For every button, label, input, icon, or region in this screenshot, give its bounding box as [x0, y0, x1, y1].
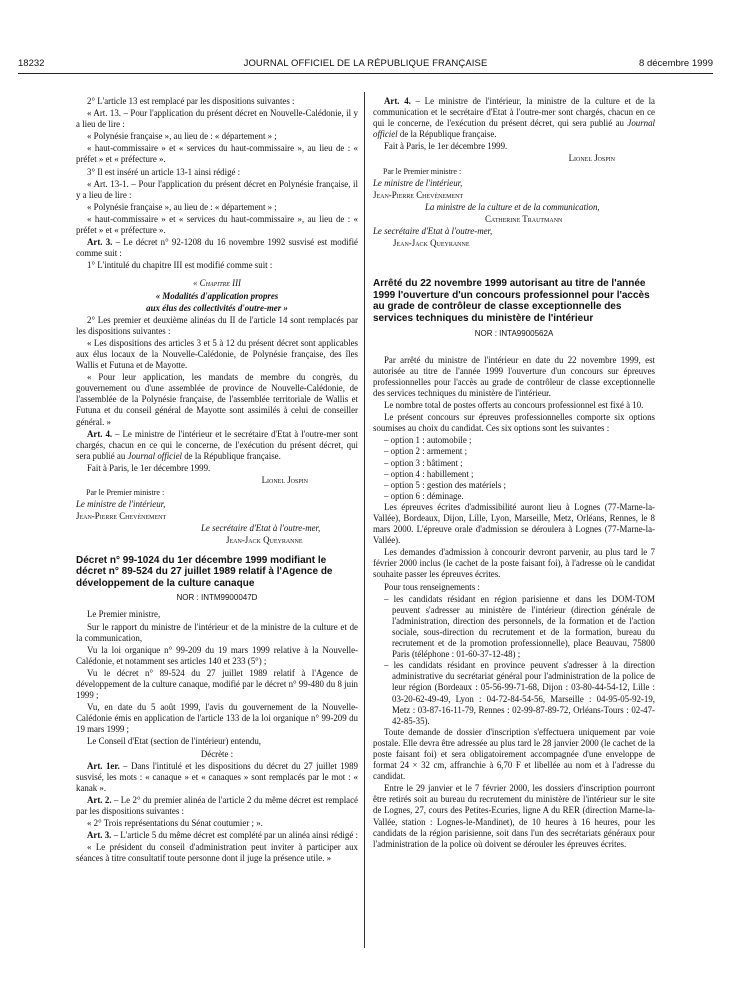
paragraph: Vu la loi organique n° 99-209 du 19 mars 1999 relative à la Nouvelle-Calédonie, et notamment ses articles 140 et 233 (5°) ; — [76, 644, 358, 666]
signature-intro: Par le Premier ministre : — [86, 488, 165, 498]
paragraph: Le présent concours sur épreuves professionnelles comporte six options soumises au choix du candidat. Ces six options sont les suivantes : — [373, 412, 655, 434]
list-item: – option 3 : bâtiment ; — [384, 457, 463, 468]
paragraph: Les épreuves écrites d'admissibilité auront lieu à Lognes (77-Marne-la-Vallée), Bordeaux, Dijon, Lille, Lyon, Marseille, Metz, Orléans, Rennes, le 8 mars 2000. L'épreuve orale d'admission se déroulera à Lognes (77-Marne-la-Vallée). — [373, 501, 655, 546]
paragraph: « Art. 13. – Pour l'application du présent décret en Nouvelle-Calédonie, il y a lieu de lire : — [76, 108, 358, 130]
signatory-title: Le ministre de l'intérieur, — [76, 499, 166, 510]
paragraph: « Polynésie française », au lieu de : « département » ; — [87, 201, 277, 212]
article-paragraph: Art. 3. – L'article 5 du même décret est complété par un alinéa ainsi rédigé : — [87, 830, 358, 841]
signatory-title: Le secrétaire d'Etat à l'outre-mer, — [201, 523, 321, 534]
list-item: – les candidats résidant en province peuvent s'adresser à la direction administrative du secrétariat général pour l'administration de la police de leur région (Bordeaux : 05-56-99-71-68, Dijon : 03-80-44-54-12, Lille : 03-20-62-49-49, Lyon : 04-72-84-54-56, Marseille : 04-95-05-92-19, Metz : 03-87-16-11-79, Rennes : 02-99-87-89-72, Orléans-Tours : 02-47-42-85-35). — [384, 660, 655, 726]
nor-reference: NOR : INTA9900562A — [474, 328, 554, 338]
left-column — [76, 96, 358, 866]
signature-name: Jean-Pierre Chevènement — [373, 189, 464, 200]
paragraph: Le nombre total de postes offerts au concours professionnel est fixé à 10. — [384, 400, 644, 411]
paragraph: 1° L'intitulé du chapitre III est modifié comme suit : — [87, 260, 273, 271]
paragraph: Vu, en date du 5 août 1999, l'avis du gouvernement de la Nouvelle-Calédonie émis en application de l'article 133 de la loi organique n° 99-209 du 19 mars 1999 ; — [76, 702, 358, 735]
paragraph: « haut-commissaire » et « services du haut-commissaire », au lieu de : « préfet » et « préfecture ». — [76, 213, 358, 236]
column-divider — [364, 92, 365, 948]
chapter-subtitle: aux élus des collectivités d'outre-mer » — [146, 302, 288, 313]
chapter-subtitle: « Modalités d'application propres — [155, 290, 279, 301]
paragraph: Par arrêté du ministre de l'intérieur en date du 22 novembre 1999, est autorisée au titre de l'année 1999 l'ouverture d'un concours sur épreuves professionnelles pour l'accès au grade de contrôleur de classe exceptionnelle des services techniques du ministère de l'intérieur. — [373, 354, 655, 398]
chapter-heading: « Chapitre III — [193, 278, 241, 289]
paragraph: Les demandes d'admission à concourir devront parvenir, au plus tard le 7 février 2000 inclus (le cachet de la poste faisant foi), à l'adresse où le candidat souhaite passer les épreuves écrites. — [373, 547, 655, 580]
signatory-title: La ministre de la culture et de la communication, — [425, 201, 600, 212]
signatory-title: Le ministre de l'intérieur, — [373, 177, 463, 188]
right-column — [373, 96, 655, 851]
article-paragraph: Art. 3. – Le décret n° 92-1208 du 16 novembre 1992 susvisé est modifié comme suit : — [76, 237, 358, 259]
signature-name: Catherine Trautmann — [485, 213, 563, 224]
signatory-title: Le secrétaire d'Etat à l'outre-mer, — [373, 226, 493, 237]
signature-name: Lionel Jospin — [261, 475, 308, 485]
list-item: – les candidats résidant en région parisienne et dans les DOM-TOM peuvent s'adresser au ministère de l'intérieur (direction générale de l'administration, direction des personnels, de la formation et de l'action sociale, sous-direction du recrutement et de la formation, bureau du recrutement et de la promotion professionnelle), place Beauvau, 75800 Paris (téléphone : 01-60-37-12-48) ; — [384, 593, 655, 660]
paragraph: Sur le rapport du ministre de l'intérieur et de la ministre de la culture et de la communication, — [76, 621, 358, 643]
paragraph: 2° Les premier et deuxième alinéas du II de l'article 14 sont remplacés par les dispositions suivantes : — [76, 314, 358, 336]
signature-name: Jean-Pierre Chevènement — [76, 511, 167, 522]
signature-name: Lionel Jospin — [568, 153, 615, 164]
article-label: Art. 3. — [87, 237, 113, 248]
article-paragraph: Art. 2. – Le 2° du premier alinéa de l'article 2 du même décret est remplacé par les dispositions suivantes : — [76, 794, 358, 817]
paragraph: « Les dispositions des articles 3 et 5 à 12 du présent décret sont applicables aux élus locaux de la Nouvelle-Calédonie, de Polynésie française, des îles Wallis et Futuna et de Mayotte. — [76, 337, 358, 371]
header-rule — [18, 73, 713, 74]
article-paragraph: Art. 4. – Le ministre de l'intérieur, la ministre de la culture et de la communication et le secrétaire d'Etat à l'outre-mer sont chargés, chacun en ce qui le concerne, de l'exécution du présent décret, qui sera publié au Journal officiel de la République française. — [373, 96, 655, 140]
article-paragraph: Art. 4. – Le ministre de l'intérieur et le secrétaire d'Etat à l'outre-mer sont chargés, chacun en ce qui le concerne, de l'exécution du présent décret, qui sera publié au Journal officiel de la République française. — [76, 428, 358, 461]
done-at-line: Fait à Paris, le 1er décembre 1999. — [384, 141, 508, 152]
signature-intro: Par le Premier ministre : — [383, 166, 462, 176]
journal-title: JOURNAL OFFICIEL DE LA RÉPUBLIQUE FRANÇAISE — [243, 58, 488, 69]
signature-name: Jean-Jack Queyranne — [393, 238, 470, 249]
issue-date: 8 décembre 1999 — [639, 58, 713, 69]
page-header — [18, 58, 713, 72]
list-item: – option 2 : armement ; — [384, 446, 468, 457]
paragraph: « Art. 13-1. – Pour l'application du présent décret en Polynésie française, il y a lieu de lire : — [76, 178, 358, 200]
signature-name: Jean-Jack Queyranne — [226, 535, 303, 546]
page-number: 18232 — [18, 58, 45, 69]
paragraph: Le Conseil d'Etat (section de l'intérieur) entendu, — [87, 736, 261, 747]
list-item: – option 4 : habillement ; — [384, 468, 474, 479]
list-item: – option 1 : automobile ; — [384, 435, 472, 446]
paragraph: 3° Il est inséré un article 13-1 ainsi rédigé : — [87, 166, 241, 177]
paragraph: « 2° Trois représentations du Sénat coutumier ; ». — [87, 818, 263, 829]
list-item: – option 5 : gestion des matériels ; — [384, 479, 507, 490]
done-at-line: Fait à Paris, le 1er décembre 1999. — [87, 462, 211, 473]
list-item: – option 6 : déminage. — [384, 490, 464, 501]
paragraph: Le Premier ministre, — [87, 609, 161, 620]
paragraph: Entre le 29 janvier et le 7 février 2000, les dossiers d'inscription pourront être retirés soit au bureau du recrutement du ministère de l'intérieur sur le site de Lognes, 27, cours des Petites-Ecuries, ligne A du RER (direction Marne-la-Vallée, station : Lognes-le-Mandinet), de 10 heures à 16 heures, pour les candidats de la région parisienne, soit dans l'un des secrétariats généraux pour l'administration de la police où doivent se dérouler les épreuves écrites. — [373, 783, 655, 849]
paragraph: Toute demande de dossier d'inscription s'effectuera uniquement par voie postale. Elle devra être adressée au plus tard le 28 janvier 2000 (le cachet de la poste faisant foi) et sera obligatoirement accompagnée d'une enveloppe de format 24 × 32 cm, affranchie à 6,70 F et libellée au nom et à l'adresse du candidat. — [373, 726, 655, 782]
paragraph: Vu le décret n° 89-524 du 27 juillet 1989 relatif à l'Agence de développement de la culture canaque, modifié par le décret n° 99-480 du 8 juin 1999 ; — [76, 667, 358, 701]
paragraph: « Polynésie française », au lieu de : « département » ; — [87, 131, 277, 142]
paragraph: « Pour leur application, les mandats de membre du congrès, du gouvernement ou d'une assemblée de province de Nouvelle-Calédonie, de l'assemblée de la Polynésie française, de l'assemblée territoriale de Wallis et Futuna et du conseil général de Mayotte sont assimilés à celui de conseiller général. » — [76, 372, 358, 427]
paragraph: Pour tous renseignements : — [384, 581, 480, 592]
decree-formula: Décrète : — [200, 748, 234, 759]
contact-list — [373, 594, 655, 727]
nor-reference: NOR : INTM9900047D — [176, 593, 258, 603]
options-list — [373, 435, 655, 502]
decree-title: Arrêté du 22 novembre 1999 autorisant au titre de l'année 1999 l'ouverture d'un concours professionnel pour l'accès au grade de contrôleur de classe exceptionnelle des services techniques du ministère de l'intérieur — [373, 278, 650, 324]
article-paragraph: Art. 1er. – Dans l'intitulé et les dispositions du décret du 27 juillet 1989 susvisé, les mots : « canaque » et « canaques » sont remplacés par le mot : « kanak ». — [76, 760, 358, 793]
paragraph: « Le président du conseil d'administration peut inviter à participer aux séances à titre consultatif toute personne dont il juge la présence utile. » — [76, 842, 358, 864]
paragraph: 2° L'article 13 est remplacé par les dispositions suivantes : — [87, 96, 295, 106]
decree-title: Décret n° 99-1024 du 1er décembre 1999 modifiant le décret n° 89-524 du 27 juillet 1989 relatif à l'Agence de développement de la culture canaque — [76, 554, 333, 589]
paragraph: « haut-commissaire » et « services du haut-commissaire », au lieu de : « préfet » et « préfecture ». — [76, 143, 358, 165]
